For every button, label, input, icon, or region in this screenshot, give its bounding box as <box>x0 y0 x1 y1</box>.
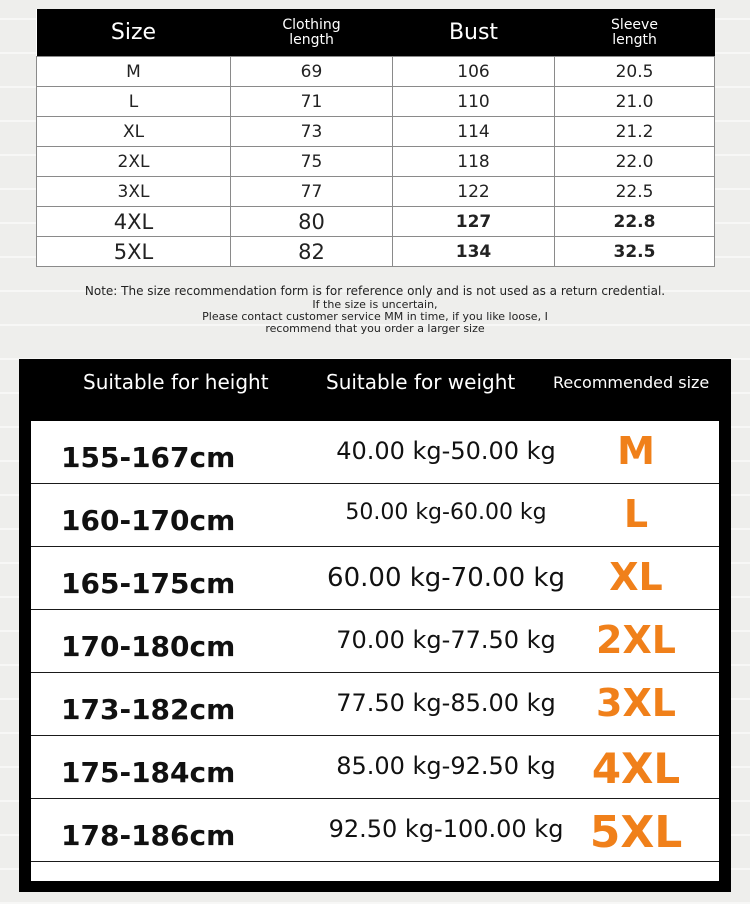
recommended-size: M <box>617 429 655 473</box>
cell-sleeve: 20.5 <box>555 57 715 87</box>
list-item <box>31 547 719 610</box>
size-chart-table <box>36 9 715 267</box>
height-range: 160-170cm <box>61 504 236 537</box>
cell-sleeve: 22.8 <box>555 207 715 237</box>
list-item <box>31 610 719 673</box>
cell-size: 4XL <box>37 207 231 237</box>
header-sleeve-length: Sleeve length <box>555 9 715 57</box>
cell-size: XL <box>37 117 231 147</box>
height-range: 155-167cm <box>61 441 236 474</box>
recommended-size: L <box>623 492 649 536</box>
list-item <box>31 673 719 736</box>
cell-bust: 114 <box>393 117 555 147</box>
table-row <box>37 147 715 177</box>
size-chart-header-row <box>37 9 715 57</box>
cell-length: 82 <box>231 237 393 267</box>
cell-sleeve: 22.5 <box>555 177 715 207</box>
cell-length: 71 <box>231 87 393 117</box>
list-item <box>31 421 719 484</box>
recommended-size: 2XL <box>596 618 676 662</box>
recommended-size: XL <box>609 555 663 599</box>
table-row <box>37 177 715 207</box>
recommended-size: 5XL <box>589 807 683 858</box>
cell-bust: 134 <box>393 237 555 267</box>
cell-bust: 127 <box>393 207 555 237</box>
cell-bust: 122 <box>393 177 555 207</box>
cell-sleeve: 21.2 <box>555 117 715 147</box>
header-clothing-length: Clothing length <box>231 9 393 57</box>
table-row <box>37 57 715 87</box>
list-item <box>31 736 719 799</box>
header-recommended-size: Recommended size <box>553 373 710 392</box>
height-range: 175-184cm <box>61 756 236 789</box>
recommendation-panel <box>19 359 731 892</box>
cell-length: 77 <box>231 177 393 207</box>
note-line-4: recommend that you order a larger size <box>265 322 485 335</box>
recommended-size: 4XL <box>591 744 681 793</box>
cell-length: 69 <box>231 57 393 87</box>
cell-sleeve: 22.0 <box>555 147 715 177</box>
cell-size: 3XL <box>37 177 231 207</box>
height-range: 173-182cm <box>61 693 236 726</box>
weight-range: 77.50 kg-85.00 kg <box>336 689 556 717</box>
table-row <box>37 237 715 267</box>
header-size: Size <box>37 9 231 57</box>
cell-sleeve: 32.5 <box>555 237 715 267</box>
list-item <box>31 799 719 862</box>
cell-length: 75 <box>231 147 393 177</box>
cell-size: L <box>37 87 231 117</box>
recommendation-header <box>19 359 731 419</box>
height-range: 170-180cm <box>61 630 236 663</box>
weight-range: 70.00 kg-77.50 kg <box>336 626 556 654</box>
recommendation-rows <box>31 421 719 881</box>
weight-range: 40.00 kg-50.00 kg <box>336 437 556 465</box>
weight-range: 92.50 kg-100.00 kg <box>328 815 564 843</box>
height-range: 178-186cm <box>61 819 236 852</box>
recommended-size: 3XL <box>596 681 676 725</box>
header-bust: Bust <box>393 9 555 57</box>
table-row <box>37 117 715 147</box>
cell-length: 80 <box>231 207 393 237</box>
weight-range: 85.00 kg-92.50 kg <box>336 752 556 780</box>
note-line-3: Please contact customer service MM in time, if you like loose, I <box>202 310 548 323</box>
cell-size: M <box>37 57 231 87</box>
table-row <box>37 87 715 117</box>
list-item <box>31 484 719 547</box>
cell-size: 5XL <box>37 237 231 267</box>
header-height: Suitable for height <box>83 370 269 394</box>
size-note <box>60 285 690 335</box>
cell-bust: 110 <box>393 87 555 117</box>
cell-length: 73 <box>231 117 393 147</box>
cell-sleeve: 21.0 <box>555 87 715 117</box>
header-weight: Suitable for weight <box>326 370 516 394</box>
weight-range: 60.00 kg-70.00 kg <box>327 563 565 593</box>
note-line-2: If the size is uncertain, <box>312 298 438 311</box>
cell-size: 2XL <box>37 147 231 177</box>
height-range: 165-175cm <box>61 567 236 600</box>
cell-bust: 106 <box>393 57 555 87</box>
cell-bust: 118 <box>393 147 555 177</box>
table-row <box>37 207 715 237</box>
weight-range: 50.00 kg-60.00 kg <box>345 500 547 525</box>
note-line-1: Note: The size recommendation form is for reference only and is not used as a return credential. <box>84 284 666 298</box>
